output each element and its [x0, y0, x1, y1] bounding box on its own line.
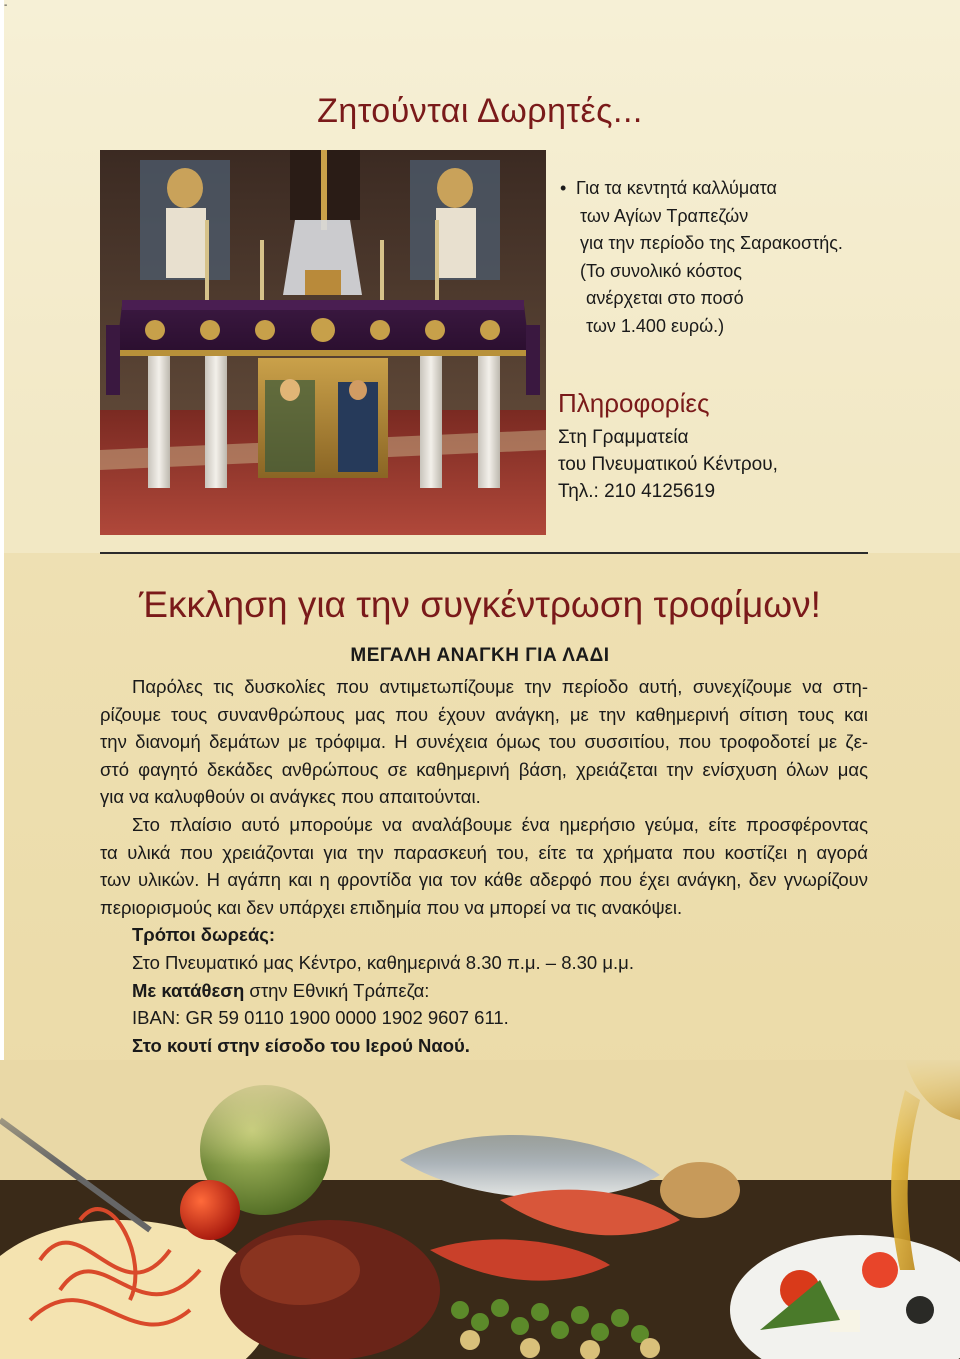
- deposit-label: Με κατάθεση: [132, 979, 245, 1001]
- donation-method-center: Στο Πνευματικό μας Κέντρο, καθημερινά 8.30 π.μ. – 8.30 μ.μ.: [132, 951, 634, 973]
- food-collage: [0, 1060, 960, 1359]
- body-line: Στο πλαίσιο αυτό μπορούμε να αναλάβουμε ένα ημερήσιο γεύμα, είτε προσφέροντας: [132, 813, 868, 835]
- altar-photo: [100, 150, 546, 535]
- deposit-bank: στην Εθνική Τράπεζα:: [244, 979, 430, 1001]
- donation-methods-label: Τρόποι δωρεάς:: [132, 924, 275, 946]
- appeal-body: [100, 673, 868, 1087]
- donors-title: Ζητούνται Δωρητές...: [317, 92, 643, 130]
- section-divider: [100, 552, 868, 554]
- bullet-line: των 1.400 ευρώ.): [586, 315, 725, 336]
- appeal-subhead: ΜΕΓΑΛΗ ΑΝΑΓΚΗ ΓΙΑ ΛΑΔΙ: [350, 645, 610, 666]
- body-line: για να καλυφθούν οι ανάγκες που απαιτούνται.: [100, 786, 481, 808]
- body-line: στό φαγητό δεκάδες ανθρώπους σε καθημερινή βάση, χρειάζεται την ενίσχυση όλων μας: [100, 758, 868, 780]
- donation-method-box: Στο κουτί στην είσοδο του Ιερού Ναού.: [132, 1034, 470, 1056]
- body-line: των υλικών. Η αγάπη και η φροντίδα για τον κάθε αδερφό που έχει ανάγκη, δεν γνωρίζουν: [100, 869, 868, 891]
- bullet-dot: •: [560, 178, 567, 198]
- body-line: την διανομή δεμάτων με τρόφιμα. Η συνέχεια όμως του συσσιτίου, που τροφοδοτεί με ζε-: [100, 731, 868, 753]
- donation-bullet: [560, 175, 890, 340]
- body-line: Παρόλες τις δυσκολίες που αντιμετωπίζουμε την περίοδο αυτή, συνεχίζουμε να στη-: [132, 676, 868, 697]
- bullet-line: για την περίοδο της Σαρακοστής.: [580, 233, 843, 253]
- info-title: Πληροφορίες: [558, 388, 710, 418]
- info-line: Στη Γραμματεία: [558, 427, 689, 448]
- iban: IBAN: GR 59 0110 1900 0000 1902 9607 611.: [132, 1007, 509, 1029]
- corner-mark: -: [4, 0, 8, 11]
- bullet-line: των Αγίων Τραπεζών: [580, 205, 749, 226]
- body-line: τα υλικά που χρειάζονται για την παρασκευή του, είτε τα χρήματα που κοστίζει η αγορά: [100, 841, 868, 863]
- donation-method-deposit: [100, 977, 868, 1005]
- info-line: του Πνευματικού Κέντρου,: [558, 454, 778, 475]
- food-collage-illustration: [0, 1060, 960, 1359]
- info-phone: Τηλ.: 210 4125619: [558, 481, 716, 502]
- bullet-line: ανέρχεται στο ποσό: [586, 288, 744, 308]
- info-contact: [558, 424, 778, 505]
- bullet-line: Για τα κεντητά καλλύματα: [576, 178, 777, 198]
- bullet-line: (Το συνολικό κόστος: [580, 260, 742, 281]
- appeal-title: Έκκληση για την συγκέντρωση τροφίμων!: [139, 584, 821, 625]
- altar-photo-illustration: [100, 150, 546, 535]
- body-line: περιορισμούς και δεν υπάρχει επιδημία που να μπορεί να τις ανακόψει.: [100, 896, 683, 918]
- body-line: ρίζουμε τους συνανθρώπους μας που έχουν ανάγκη, με την καθημερινή σίτιση τους και: [100, 703, 868, 725]
